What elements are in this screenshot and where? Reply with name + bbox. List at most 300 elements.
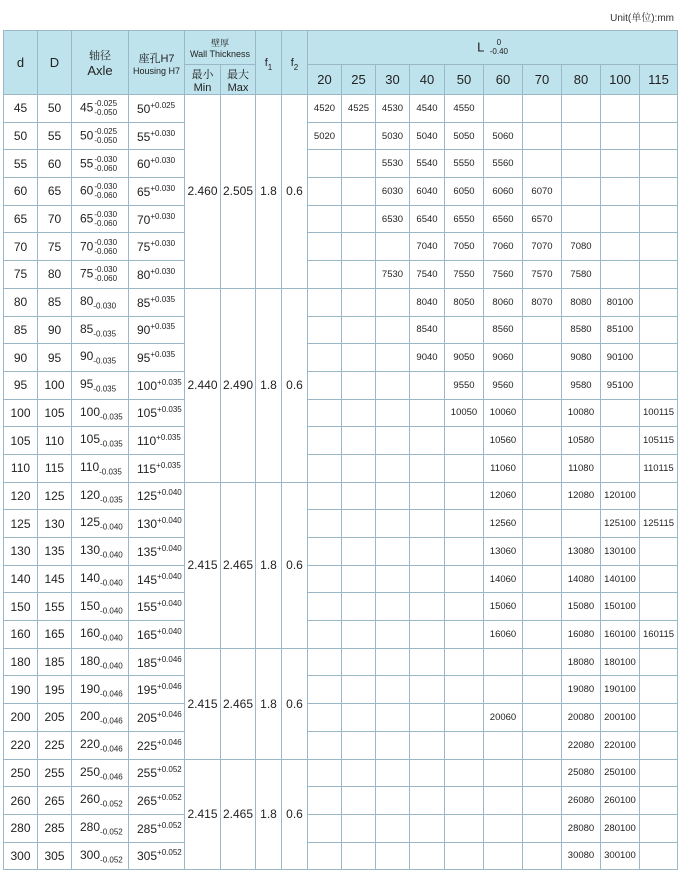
cell-L-60: 8560 [484,316,523,344]
cell-housing: $205^{+0.046}$ [129,704,185,732]
cell-L-40 [410,731,445,759]
cell-L-70: 7070 [523,233,562,261]
cell-L-20 [308,565,342,593]
cell-L-100: 180100 [601,648,640,676]
cell-L-100: 300100 [601,842,640,870]
cell-D: 255 [38,759,72,787]
cell-L-20: 4520 [308,95,342,123]
cell-housing: $90^{+0.035}$ [129,316,185,344]
cell-L-70 [523,787,562,815]
table-row [4,150,678,178]
cell-L-40 [410,538,445,566]
table-row [4,648,678,676]
cell-D: 50 [38,95,72,123]
cell-max: 2.465 [221,759,256,870]
cell-L-70 [523,427,562,455]
cell-axle: $180_{-0.040}$ [72,648,129,676]
cell-L-20 [308,842,342,870]
cell-axle: $260_{-0.052}$ [72,787,129,815]
cell-L-30 [376,316,410,344]
cell-L-115 [640,842,678,870]
axle-tolerance: -0.046 [100,716,123,726]
cell-L-30 [376,621,410,649]
cell-L-20 [308,344,342,372]
cell-L-80: 14080 [562,565,601,593]
housing-tolerance: +0.030 [150,239,176,249]
cell-L-70: 8070 [523,288,562,316]
cell-L-50: 9550 [445,371,484,399]
cell-D: 90 [38,316,72,344]
cell-D: 225 [38,731,72,759]
cell-L-30: 6030 [376,178,410,206]
cell-L-60 [484,731,523,759]
cell-d: 140 [4,565,38,593]
cell-axle: $85_{-0.035}$ [72,316,129,344]
cell-L-25 [342,676,376,704]
cell-axle: $300_{-0.052}$ [72,842,129,870]
cell-L-40 [410,593,445,621]
cell-d: 300 [4,842,38,870]
housing-tolerance: +0.035 [150,294,176,304]
cell-d: 100 [4,399,38,427]
cell-L-80: 8580 [562,316,601,344]
cell-L-80: 10580 [562,427,601,455]
cell-d: 75 [4,261,38,289]
axle-tolerance: -0.030 [93,301,117,311]
cell-min: 2.460 [185,95,221,289]
cell-L-70 [523,731,562,759]
cell-d: 200 [4,704,38,732]
cell-f1: 1.8 [256,482,282,648]
cell-L-80: 22080 [562,731,601,759]
cell-L-100: 260100 [601,787,640,815]
cell-L-115 [640,261,678,289]
cell-L-60: 12560 [484,510,523,538]
cell-D: 95 [38,344,72,372]
cell-L-115 [640,371,678,399]
table-row [4,814,678,842]
cell-L-100 [601,95,640,123]
cell-L-80: 7080 [562,233,601,261]
header-L-40: 40 [410,65,445,95]
cell-housing: $285^{+0.052}$ [129,814,185,842]
cell-housing: $75^{+0.030}$ [129,233,185,261]
cell-L-100 [601,122,640,150]
cell-L-50 [445,648,484,676]
cell-L-30 [376,454,410,482]
cell-L-20 [308,261,342,289]
cell-L-100: 200100 [601,704,640,732]
cell-L-25 [342,648,376,676]
cell-axle: $150_{-0.040}$ [72,593,129,621]
cell-L-70 [523,344,562,372]
cell-axle: $95_{-0.035}$ [72,371,129,399]
cell-L-100: 85100 [601,316,640,344]
header-L-30: 30 [376,65,410,95]
cell-L-30 [376,510,410,538]
cell-L-70 [523,593,562,621]
housing-tolerance: +0.040 [157,543,182,553]
header-f1: $f_1$ [256,31,282,95]
cell-L-80: 30080 [562,842,601,870]
cell-L-100: 90100 [601,344,640,372]
housing-tolerance: +0.040 [157,599,182,609]
cell-d: 125 [4,510,38,538]
cell-L-30 [376,288,410,316]
cell-L-40 [410,676,445,704]
cell-L-115 [640,787,678,815]
cell-L-60: 7060 [484,233,523,261]
header-L-100: 100 [601,65,640,95]
cell-L-25 [342,621,376,649]
cell-L-100 [601,427,640,455]
axle-tolerance: -0.035 [100,495,123,505]
cell-L-115 [640,316,678,344]
axle-tolerance: -0.052 [100,827,123,837]
cell-d: 50 [4,122,38,150]
cell-L-60 [484,814,523,842]
header-L-70: 70 [523,65,562,95]
axle-tolerance: -0.040 [100,605,123,615]
cell-D: 305 [38,842,72,870]
cell-axle: $220_{-0.046}$ [72,731,129,759]
cell-L-100: 190100 [601,676,640,704]
cell-L-40 [410,787,445,815]
cell-L-30: 4530 [376,95,410,123]
cell-L-30 [376,371,410,399]
axle-tolerance: -0.046 [100,688,123,698]
header-min: 最小 Min [185,65,221,95]
cell-L-60: 8060 [484,288,523,316]
cell-L-25 [342,731,376,759]
cell-L-115 [640,565,678,593]
cell-axle: $280_{-0.052}$ [72,814,129,842]
cell-L-80 [562,205,601,233]
header-L-20: 20 [308,65,342,95]
cell-axle: $130_{-0.040}$ [72,538,129,566]
cell-L-60: 20060 [484,704,523,732]
housing-tolerance: +0.046 [157,654,182,664]
cell-f1: 1.8 [256,759,282,870]
cell-D: 75 [38,233,72,261]
housing-tolerance: +0.035 [156,433,181,443]
cell-L-115 [640,233,678,261]
cell-L-40: 7040 [410,233,445,261]
cell-d: 55 [4,150,38,178]
cell-L-40: 5540 [410,150,445,178]
cell-housing: $185^{+0.046}$ [129,648,185,676]
cell-L-25 [342,371,376,399]
cell-L-115 [640,704,678,732]
cell-L-25 [342,344,376,372]
cell-D: 105 [38,399,72,427]
cell-D: 135 [38,538,72,566]
cell-L-60: 12060 [484,482,523,510]
cell-housing: $155^{+0.040}$ [129,593,185,621]
cell-L-30 [376,482,410,510]
cell-L-115 [640,122,678,150]
cell-L-50 [445,814,484,842]
table-row [4,371,678,399]
cell-L-115 [640,538,678,566]
axle-tolerance: -0.040 [100,661,123,671]
cell-L-70 [523,538,562,566]
cell-L-50: 10050 [445,399,484,427]
cell-L-20 [308,787,342,815]
cell-axle: $140_{-0.040}$ [72,565,129,593]
cell-L-20 [308,814,342,842]
axle-tolerance: -0.046 [100,744,123,754]
cell-housing: $95^{+0.035}$ [129,344,185,372]
cell-L-40 [410,759,445,787]
table-row [4,288,678,316]
cell-d: 85 [4,316,38,344]
cell-L-80: 9580 [562,371,601,399]
table-row [4,122,678,150]
cell-L-30: 6530 [376,205,410,233]
cell-D: 265 [38,787,72,815]
cell-L-40 [410,814,445,842]
cell-min: 2.415 [185,482,221,648]
cell-housing: $145^{+0.040}$ [129,565,185,593]
cell-d: 260 [4,787,38,815]
header-L-115: 115 [640,65,678,95]
cell-L-60 [484,787,523,815]
cell-L-40 [410,565,445,593]
table-row [4,205,678,233]
cell-L-30 [376,759,410,787]
cell-axle: 65-0.030 -0.060 [72,205,129,233]
cell-L-50 [445,759,484,787]
cell-axle: 60-0.030 -0.060 [72,178,129,206]
housing-tolerance: +0.046 [157,682,182,692]
cell-f2: 0.6 [282,288,308,482]
housing-tolerance: +0.025 [150,100,176,110]
cell-L-40: 6040 [410,178,445,206]
cell-L-80: 8080 [562,288,601,316]
cell-axle: $125_{-0.040}$ [72,510,129,538]
cell-D: 65 [38,178,72,206]
cell-L-30 [376,565,410,593]
table-row [4,510,678,538]
cell-L-40 [410,704,445,732]
cell-L-30 [376,842,410,870]
cell-L-25 [342,510,376,538]
cell-axle: $80_{-0.030}$ [72,288,129,316]
housing-tolerance: +0.052 [157,848,182,858]
cell-L-20 [308,454,342,482]
L-tolerance: 0 -0.40 [489,38,508,57]
cell-L-50 [445,787,484,815]
cell-L-100: 250100 [601,759,640,787]
cell-housing: $305^{+0.052}$ [129,842,185,870]
table-row [4,344,678,372]
cell-L-25 [342,565,376,593]
cell-L-70 [523,814,562,842]
cell-L-25 [342,842,376,870]
cell-L-70: 6070 [523,178,562,206]
cell-d: 65 [4,205,38,233]
cell-D: 115 [38,454,72,482]
cell-L-25 [342,427,376,455]
cell-D: 60 [38,150,72,178]
cell-L-100: 95100 [601,371,640,399]
cell-D: 85 [38,288,72,316]
cell-L-25 [342,814,376,842]
table-row [4,399,678,427]
table-row [4,178,678,206]
cell-L-40: 7540 [410,261,445,289]
cell-D: 110 [38,427,72,455]
cell-L-30: 5530 [376,150,410,178]
cell-housing: $85^{+0.035}$ [129,288,185,316]
cell-f2: 0.6 [282,95,308,289]
cell-L-20 [308,704,342,732]
cell-L-25 [342,178,376,206]
cell-L-30: 5030 [376,122,410,150]
cell-housing: $225^{+0.046}$ [129,731,185,759]
cell-f2: 0.6 [282,482,308,648]
cell-min: 2.415 [185,759,221,870]
cell-L-100 [601,454,640,482]
cell-L-115: 110115 [640,454,678,482]
cell-L-80: 7580 [562,261,601,289]
cell-L-80: 26080 [562,787,601,815]
table-row [4,704,678,732]
cell-L-60: 6560 [484,205,523,233]
cell-D: 70 [38,205,72,233]
cell-axle: $100_{-0.035}$ [72,399,129,427]
axle-tolerance: -0.030 -0.060 [94,265,118,284]
cell-L-50 [445,704,484,732]
cell-L-20 [308,593,342,621]
cell-L-70 [523,842,562,870]
housing-tolerance: +0.052 [157,820,182,830]
cell-L-25 [342,205,376,233]
cell-L-50: 4550 [445,95,484,123]
cell-f1: 1.8 [256,95,282,289]
axle-tolerance: -0.035 [99,467,122,477]
cell-L-25 [342,316,376,344]
cell-L-20 [308,510,342,538]
header-L-50: 50 [445,65,484,95]
cell-L-40 [410,621,445,649]
table-row [4,621,678,649]
cell-min: 2.415 [185,648,221,759]
cell-D: 185 [38,648,72,676]
cell-D: 155 [38,593,72,621]
unit-label: Unit(单位):mm [610,13,674,24]
cell-axle: 75-0.030 -0.060 [72,261,129,289]
cell-L-50: 9050 [445,344,484,372]
table-row [4,482,678,510]
axle-tolerance: -0.030 -0.060 [94,182,118,201]
cell-L-25 [342,233,376,261]
cell-L-40: 8540 [410,316,445,344]
cell-L-50: 6050 [445,178,484,206]
cell-L-100 [601,399,640,427]
cell-L-30 [376,704,410,732]
cell-L-70 [523,676,562,704]
cell-L-25 [342,261,376,289]
cell-d: 130 [4,538,38,566]
cell-L-115 [640,344,678,372]
cell-D: 195 [38,676,72,704]
cell-housing: $110^{+0.035}$ [129,427,185,455]
cell-L-25 [342,704,376,732]
cell-L-70 [523,454,562,482]
cell-housing: $65^{+0.030}$ [129,178,185,206]
cell-L-30: 7530 [376,261,410,289]
cell-L-50: 7050 [445,233,484,261]
cell-D: 205 [38,704,72,732]
cell-L-80: 19080 [562,676,601,704]
cell-L-30 [376,427,410,455]
cell-L-40 [410,842,445,870]
cell-L-40 [410,648,445,676]
cell-L-20 [308,399,342,427]
cell-L-100: 150100 [601,593,640,621]
cell-L-100 [601,178,640,206]
header-f2: $f_2$ [282,31,308,95]
cell-L-50: 5550 [445,150,484,178]
axle-tolerance: -0.035 [93,356,117,366]
axle-tolerance: -0.035 [93,329,117,339]
cell-d: 95 [4,371,38,399]
cell-L-100 [601,150,640,178]
cell-axle: 45-0.025 -0.050 [72,95,129,123]
cell-L-25 [342,759,376,787]
cell-L-20 [308,178,342,206]
cell-L-80: 16080 [562,621,601,649]
cell-L-80: 12080 [562,482,601,510]
table-row [4,95,678,123]
cell-L-60: 14060 [484,565,523,593]
axle-tolerance: -0.030 -0.060 [94,209,118,229]
cell-L-80: 20080 [562,704,601,732]
axle-tolerance: -0.040 [100,578,123,588]
axle-tolerance: -0.025 -0.050 [94,99,118,118]
axle-tolerance: -0.030 -0.060 [94,237,118,256]
cell-D: 55 [38,122,72,150]
cell-d: 190 [4,676,38,704]
cell-d: 60 [4,178,38,206]
cell-housing: $115^{+0.035}$ [129,454,185,482]
cell-d: 250 [4,759,38,787]
housing-tolerance: +0.035 [150,350,176,360]
cell-L-50 [445,731,484,759]
cell-housing: $60^{+0.030}$ [129,150,185,178]
cell-D: 80 [38,261,72,289]
cell-L-100 [601,261,640,289]
table-row [4,787,678,815]
cell-d: 180 [4,648,38,676]
cell-L-50 [445,593,484,621]
bushing-size-table [3,30,678,870]
cell-L-115: 160115 [640,621,678,649]
cell-housing: $135^{+0.040}$ [129,538,185,566]
cell-L-70 [523,399,562,427]
axle-tolerance: -0.040 [100,550,123,560]
axle-tolerance: -0.040 [100,633,123,643]
cell-max: 2.465 [221,648,256,759]
cell-L-100 [601,233,640,261]
cell-D: 145 [38,565,72,593]
cell-d: 80 [4,288,38,316]
housing-tolerance: +0.035 [150,322,176,332]
table-row [4,842,678,870]
cell-axle: $190_{-0.046}$ [72,676,129,704]
